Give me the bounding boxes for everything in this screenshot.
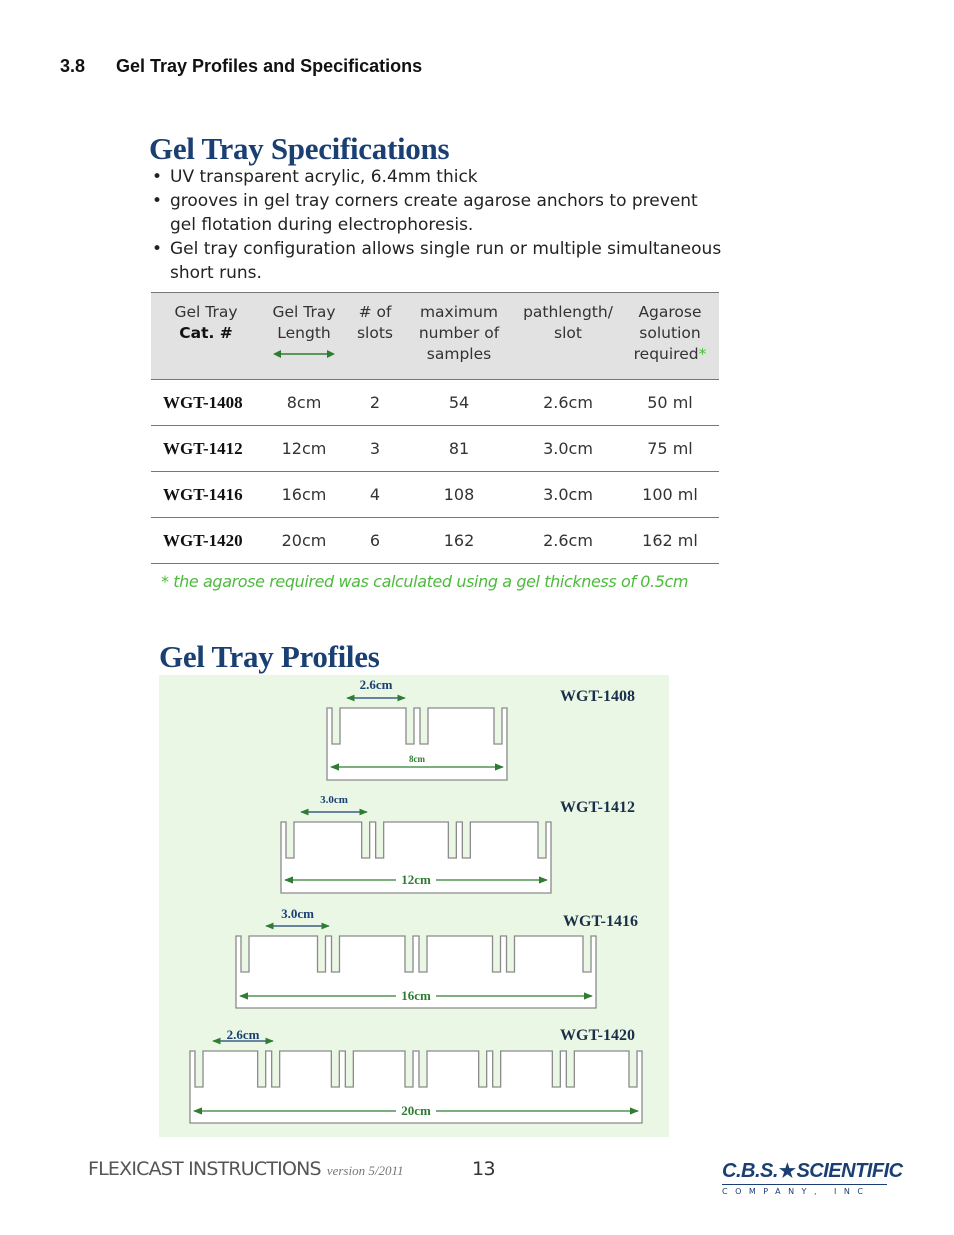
cell-cat: WGT-1416 [151,472,261,518]
logo-subtitle: COMPANY, INC [722,1184,887,1196]
col-header-agarose [621,293,719,380]
double-arrow-icon [273,349,335,359]
table-row [151,380,719,426]
cell-cat: WGT-1408 [151,380,261,426]
cell-slots: 6 [347,518,403,564]
cell-path: 2.6cm [515,518,621,564]
header-text: number of [418,324,500,342]
col-header-pathlength [515,293,621,380]
footer-doc-title [88,1158,403,1180]
cell-cat: WGT-1412 [151,426,261,472]
tray-length-label: 12cm [401,872,431,887]
profiles-title: Gel Tray Profiles [159,639,380,674]
table-header-row [151,293,719,380]
header-text: # of [358,303,392,321]
col-header-slots [347,293,403,380]
cell-samples: 81 [403,426,515,472]
cell-samples: 108 [403,472,515,518]
tray-profile [236,906,638,1008]
header-text: maximum [419,303,499,321]
header-text: solution [639,324,701,342]
agarose-footnote: * the agarose required was calculated using a gel thickness of 0.5cm [161,572,689,591]
spec-bullet-list [149,165,729,285]
cell-slots: 4 [347,472,403,518]
cell-length: 16cm [261,472,347,518]
header-text: pathlength/ [523,303,613,321]
slot-width-label: 3.0cm [281,906,314,921]
cell-slots: 3 [347,426,403,472]
footnote-star: * [698,345,707,363]
tray-cat-label: WGT-1412 [560,799,635,816]
cell-samples: 162 [403,518,515,564]
header-text [623,344,717,365]
tray-length-label: 16cm [401,988,431,1003]
header-text: Gel Tray [272,303,336,321]
col-header-length [261,293,347,380]
section-heading [60,56,422,77]
tray-outline [327,708,507,780]
tray-length-label: 20cm [401,1103,431,1118]
profiles-panel [159,675,669,1137]
cell-path: 3.0cm [515,426,621,472]
logo-wordmark [722,1160,903,1183]
cell-path: 2.6cm [515,380,621,426]
header-text: slot [554,324,582,342]
logo-text: C.B.S. [722,1160,778,1182]
table-row [151,472,719,518]
tray-cat-label: WGT-1420 [560,1027,635,1044]
cell-slots: 2 [347,380,403,426]
table-row [151,426,719,472]
cell-agarose: 100 ml [621,472,719,518]
slot-width-label: 3.0cm [320,794,348,806]
footer-version: version 5/2011 [326,1163,404,1178]
cell-path: 3.0cm [515,472,621,518]
company-logo [722,1160,903,1198]
spec-table [151,292,719,564]
section-number: 3.8 [60,56,86,76]
tray-profile [281,794,635,893]
cell-agarose: 75 ml [621,426,719,472]
cell-samples: 54 [403,380,515,426]
header-text: Length [277,324,331,342]
cell-agarose: 162 ml [621,518,719,564]
header-text: Gel Tray [174,303,238,321]
table-row [151,518,719,564]
cell-cat: WGT-1420 [151,518,261,564]
cell-length: 8cm [261,380,347,426]
tray-cat-label: WGT-1416 [563,913,638,930]
bullet-item: • UV transparent acrylic, 6.4mm thick [149,165,729,189]
tray-profile [190,1027,642,1123]
footer-title-text: FLEXICAST INSTRUCTIONS [88,1158,321,1180]
section-title: Gel Tray Profiles and Specifications [116,56,423,76]
tray-profiles-diagram [159,675,669,1137]
logo-text: SCIENTIFIC [796,1160,903,1182]
slot-width-label: 2.6cm [359,677,393,692]
tray-length-label: 8cm [409,754,425,764]
bullet-item: • Gel tray configuration allows single run or multiple simultaneous short runs. [149,237,729,285]
tray-profile [327,677,635,780]
star-icon: ★ [778,1161,796,1182]
header-text: samples [426,345,492,363]
header-text: slots [356,324,394,342]
header-text: required [633,345,699,363]
tray-cat-label: WGT-1408 [560,688,635,705]
col-header-cat [151,293,261,380]
cell-length: 20cm [261,518,347,564]
header-text: Cat. # [179,324,233,342]
spec-title: Gel Tray Specifications [149,131,450,166]
slot-width-label: 2.6cm [226,1027,260,1042]
page-number: 13 [472,1158,495,1180]
header-text: Agarose [638,303,702,321]
cell-length: 12cm [261,426,347,472]
cell-agarose: 50 ml [621,380,719,426]
col-header-max-samples [403,293,515,380]
bullet-item: • grooves in gel tray corners create agarose anchors to prevent gel flotation during electrophoresis. [149,189,729,237]
